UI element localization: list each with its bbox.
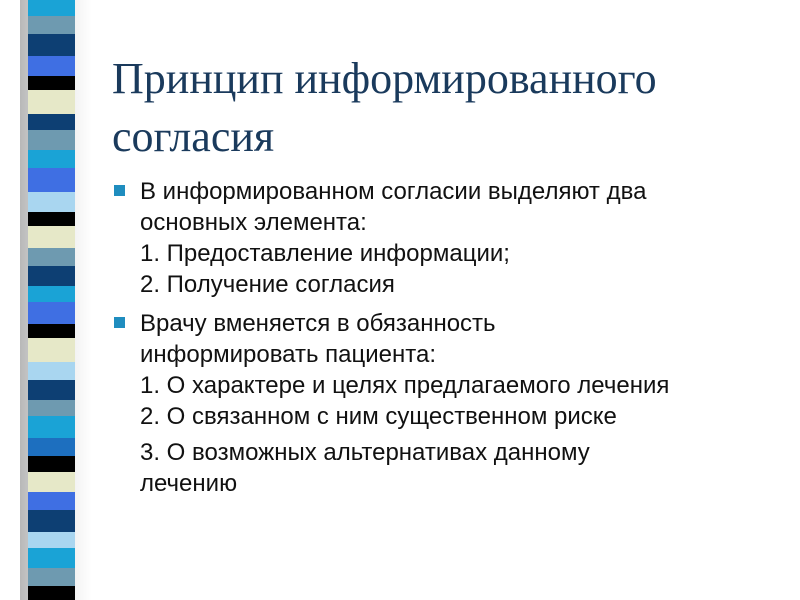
stripe-block xyxy=(28,56,75,76)
bullet-text-line: 3. О возможных альтернативах данному xyxy=(140,439,590,466)
stripe-block xyxy=(28,16,75,34)
bullet-text-line: информировать пациента: xyxy=(140,341,437,368)
stripe-block xyxy=(28,324,75,338)
stripe-block xyxy=(28,400,75,416)
bullet-list xyxy=(112,176,792,507)
stripe-block xyxy=(28,212,75,226)
stripe-block xyxy=(28,510,75,532)
stripe-block xyxy=(28,286,75,302)
bullet-text-line: 2. Получение согласия xyxy=(140,271,395,298)
stripe-block xyxy=(28,90,75,114)
stripe-block xyxy=(28,302,75,324)
stripe-block xyxy=(28,532,75,548)
stripe-block xyxy=(28,492,75,510)
stripe-block xyxy=(28,438,75,456)
stripe-block xyxy=(28,586,75,600)
bullet-text-line: лечению xyxy=(140,470,238,497)
stripe-block xyxy=(28,76,75,90)
stripe-block xyxy=(28,226,75,248)
bullet-text-line: основных элемента: xyxy=(140,209,367,236)
stripe-block xyxy=(28,548,75,568)
bullet-text-line: В информированном согласии выделяют два xyxy=(140,178,647,205)
stripe-block xyxy=(28,362,75,380)
decorative-stripe-column xyxy=(28,0,75,600)
bullet-text-line: 2. О связанном с ним существенном риске xyxy=(140,403,617,430)
stripe-block xyxy=(28,568,75,586)
bullet-item-obligation xyxy=(112,308,792,499)
slide-title xyxy=(112,50,772,166)
stripe-block xyxy=(28,192,75,212)
stripe-block xyxy=(28,130,75,150)
stripe-block xyxy=(28,472,75,492)
stripe-block xyxy=(28,248,75,266)
slide-title-line: Принцип информированного xyxy=(112,54,657,103)
square-bullet-icon xyxy=(114,317,125,328)
stripe-block xyxy=(28,380,75,400)
stripe-block xyxy=(28,168,75,192)
stripe-block xyxy=(28,150,75,168)
stripe-block xyxy=(28,0,75,16)
stripe-block xyxy=(28,266,75,286)
stripe-block xyxy=(28,34,75,56)
stripe-block xyxy=(28,338,75,362)
stripe-block xyxy=(28,456,75,472)
bullet-text-line: 1. О характере и целях предлагаемого лечения xyxy=(140,372,670,399)
bullet-text-line: 1. Предоставление информации; xyxy=(140,240,510,267)
stripe-block xyxy=(28,114,75,130)
bullet-item-elements xyxy=(112,176,792,300)
stripe-block xyxy=(28,416,75,438)
bullet-text-line: Врачу вменяется в обязанность xyxy=(140,310,496,337)
square-bullet-icon xyxy=(114,185,125,196)
slide-title-line: согласия xyxy=(112,112,275,161)
